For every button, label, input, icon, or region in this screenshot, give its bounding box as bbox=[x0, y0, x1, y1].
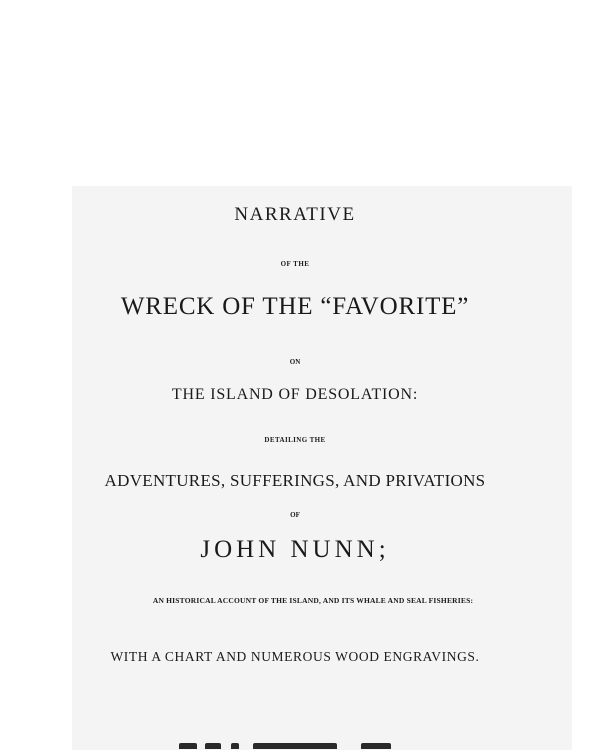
cut-off-glyph bbox=[361, 743, 391, 749]
cut-off-glyph bbox=[205, 743, 221, 749]
cut-off-glyph bbox=[253, 743, 337, 749]
wreck-title: WRECK OF THE “FAVORITE” bbox=[120, 293, 470, 320]
cut-off-publisher-line bbox=[175, 740, 415, 750]
island-line: THE ISLAND OF DESOLATION: bbox=[171, 386, 419, 403]
connector-detailing: DETAILING THE bbox=[264, 436, 326, 444]
narrative-heading: NARRATIVE bbox=[234, 204, 356, 225]
cut-off-glyph bbox=[231, 743, 239, 749]
scanned-page-area bbox=[72, 186, 572, 750]
author-name: JOHN NUNN; bbox=[200, 536, 390, 563]
connector-of-the: OF THE bbox=[280, 260, 310, 268]
connector-on: ON bbox=[289, 358, 301, 366]
connector-of: OF bbox=[290, 511, 300, 519]
historical-account-line: AN HISTORICAL ACCOUNT OF THE ISLAND, AND ITS WHALE AND SEAL FISHERIES: bbox=[152, 596, 474, 605]
cut-off-glyph bbox=[179, 743, 197, 749]
adventures-line: ADVENTURES, SUFFERINGS, AND PRIVATIONS bbox=[104, 471, 486, 490]
chart-engravings-line: WITH A CHART AND NUMEROUS WOOD ENGRAVINGS. bbox=[110, 649, 480, 664]
